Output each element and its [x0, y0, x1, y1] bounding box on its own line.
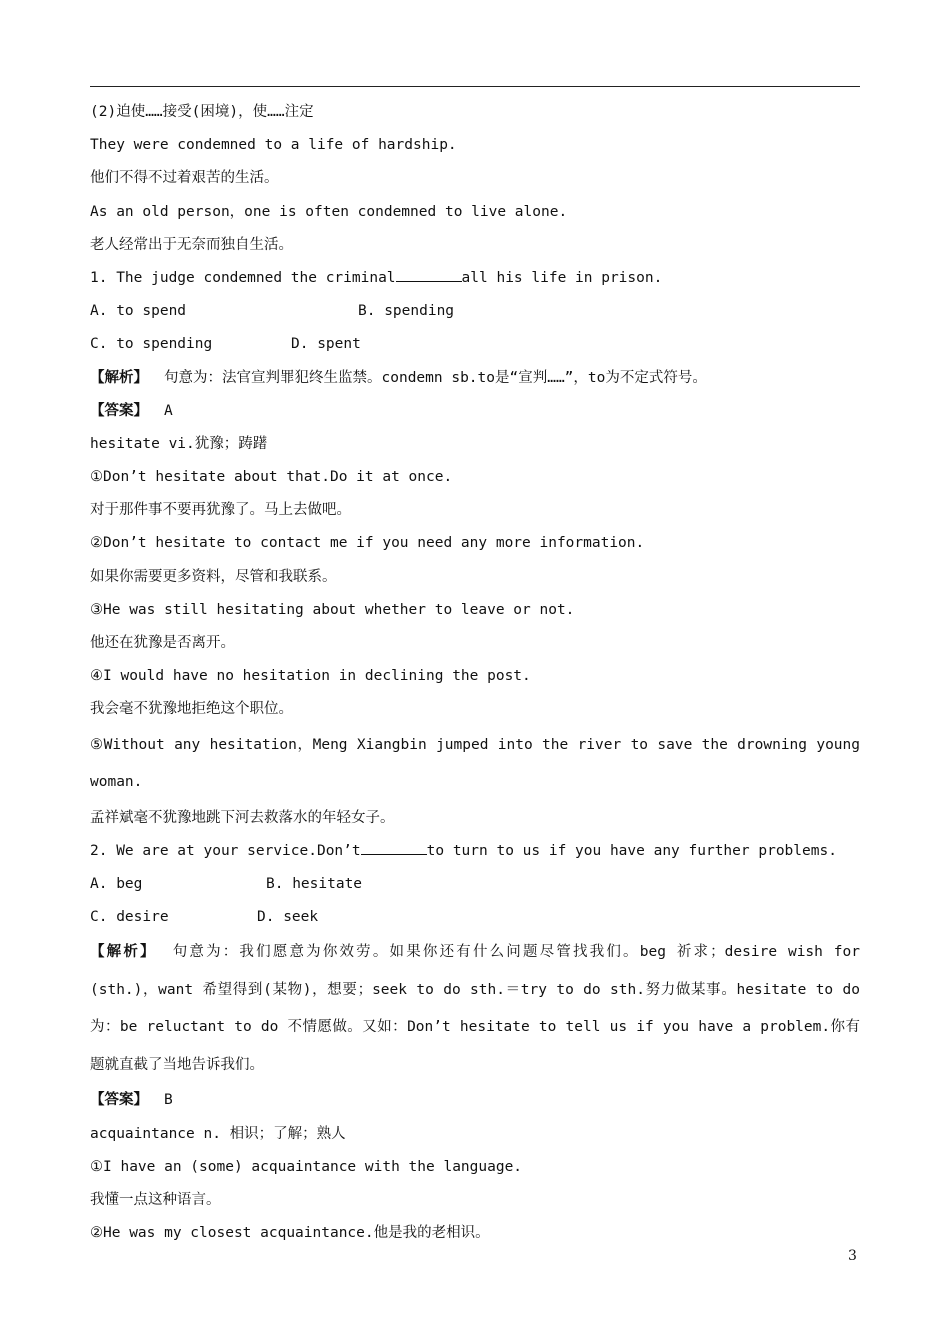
example-sentence-continued: woman. — [90, 774, 143, 791]
example-sentence: ②Don’t hesitate to contact me if you need any more information. — [90, 535, 645, 552]
sense-heading: (2)迫使……接受(困境)，使……注定 — [90, 104, 314, 120]
option-a: A. beg — [90, 875, 143, 892]
question-2-options-row-1 — [90, 868, 860, 901]
example-translation: 他还在犹豫是否离开。 — [90, 635, 235, 651]
header-rule — [90, 86, 860, 87]
question-1-analysis — [90, 362, 860, 395]
example-sentence: As an old person，one is often condemned to live alone. — [90, 203, 568, 220]
example-translation: 对于那件事不要再犹豫了。马上去做吧。 — [90, 502, 351, 519]
answer-value: B — [164, 1092, 173, 1109]
question-1-answer — [90, 395, 860, 428]
option-c: C. desire — [90, 909, 169, 926]
question-1-stem-start: 1. The judge condemned the criminal — [90, 269, 396, 286]
question-2 — [90, 835, 860, 868]
option-a: A. to spend — [90, 303, 187, 320]
analysis-text: 句意为：我们愿意为你效劳。如果你还有什么问题尽管找我们。beg 祈求；desire wish for — [172, 944, 860, 961]
answer-value: A — [164, 402, 173, 419]
example-sentence: ④I would have no hesitation in declining the post. — [90, 668, 531, 685]
question-1-stem-end: all his life in prison. — [461, 269, 663, 286]
example-sentence: ①Don’t hesitate about that.Do it at once. — [90, 469, 453, 486]
question-2-answer — [90, 1084, 860, 1117]
question-1-blank — [396, 267, 462, 282]
question-2-analysis — [90, 934, 860, 972]
example-sentence: They were condemned to a life of hardship. — [90, 137, 457, 154]
question-1-options-row-1 — [90, 295, 860, 328]
example-translation: 孟祥斌毫不犹豫地跳下河去救落水的年轻女子。 — [90, 809, 395, 826]
example-translation: 我懂一点这种语言。 — [90, 1191, 221, 1208]
analysis-label: 【解析】 — [90, 369, 148, 386]
example-translation: 老人经常出于无奈而独自生活。 — [90, 236, 293, 253]
document-body — [90, 96, 860, 1250]
example-sentence: ②He was my closest acquaintance.他是我的老相识。 — [90, 1225, 490, 1242]
analysis-text: 句意为：法官宣判罪犯终生监禁。condemn sb.to是“宣判……”，to为不定式符号。 — [164, 369, 707, 386]
option-b: B. hesitate — [266, 875, 363, 892]
option-d: D. seek — [257, 909, 319, 926]
page-number: 3 — [848, 1248, 857, 1264]
example-sentence: ③He was still hesitating about whether to leave or not. — [90, 601, 575, 618]
answer-label: 【答案】 — [90, 1092, 148, 1109]
question-2-stem-end: to turn to us if you have any further problems. — [426, 842, 837, 859]
question-1-options-row-2 — [90, 328, 860, 361]
question-2-options-row-2 — [90, 901, 860, 934]
example-sentence: ①I have an (some) acquaintance with the language. — [90, 1158, 523, 1175]
vocab-heading-acquaintance: acquaintance n. 相识；了解；熟人 — [90, 1125, 346, 1142]
question-1 — [90, 262, 860, 295]
analysis-text-continued: 题就直截了当地告诉我们。 — [90, 1056, 264, 1073]
example-sentence: ⑤Without any hesitation，Meng Xiangbin jumped into the river to save the drowning young — [90, 736, 860, 753]
question-2-stem-start: 2. We are at your service.Don’t — [90, 842, 361, 859]
option-c: C. to spending — [90, 336, 213, 353]
vocab-heading-hesitate: hesitate vi.犹豫；踌躇 — [90, 435, 268, 452]
example-translation: 我会毫不犹豫地拒绝这个职位。 — [90, 701, 293, 718]
example-translation: 如果你需要更多资料，尽管和我联系。 — [90, 568, 337, 585]
analysis-text-continued: 为：be reluctant to do 不情愿做。又如：Don’t hesitate to tell us if you have a problem.你有 — [90, 1019, 860, 1036]
analysis-text-continued: (sth.)，want 希望得到(某物)，想要；seek to do sth.＝try to do sth.努力做某事。hesitate to do — [90, 981, 860, 998]
option-d: D. spent — [291, 336, 361, 353]
option-b: B. spending — [358, 303, 455, 320]
question-2-blank — [361, 840, 427, 855]
analysis-label: 【解析】 — [90, 944, 157, 961]
answer-label: 【答案】 — [90, 402, 148, 419]
example-translation: 他们不得不过着艰苦的生活。 — [90, 170, 279, 187]
